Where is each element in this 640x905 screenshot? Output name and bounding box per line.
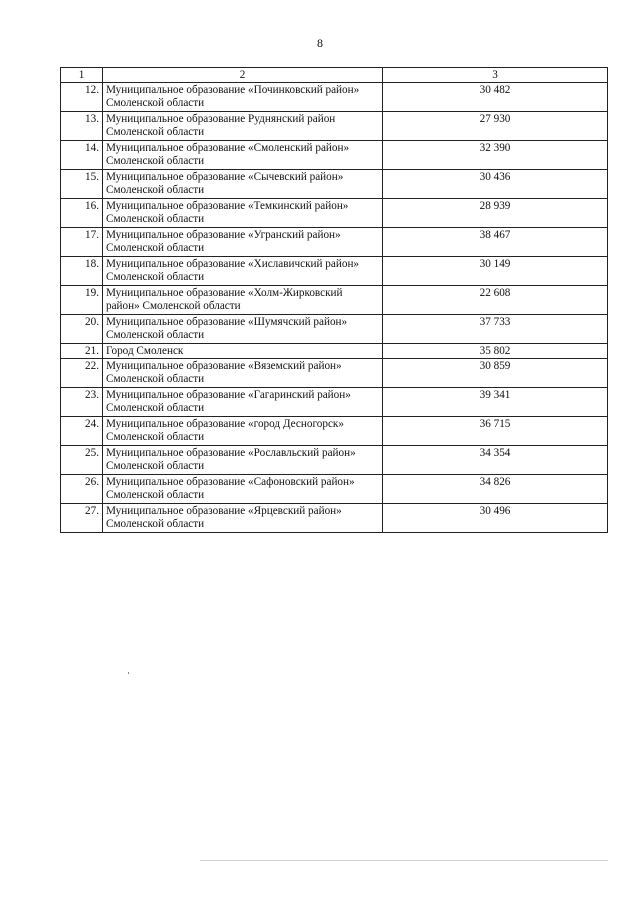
row-value: 32 390 — [383, 141, 608, 170]
row-value: 22 608 — [383, 286, 608, 315]
row-name: Муниципальное образование Руднянский район Смоленской области — [103, 112, 383, 141]
row-name: Муниципальное образование «Вяземский район» Смоленской области — [103, 359, 383, 388]
row-value: 39 341 — [383, 388, 608, 417]
table-row — [61, 112, 608, 141]
row-value: 30 436 — [383, 170, 608, 199]
table-row — [61, 286, 608, 315]
row-value: 30 149 — [383, 257, 608, 286]
row-name: Муниципальное образование «Сафоновский район» Смоленской области — [103, 475, 383, 504]
row-name: Муниципальное образование «Починковский район» Смоленской области — [103, 83, 383, 112]
row-number: 26. — [61, 475, 103, 504]
row-number: 22. — [61, 359, 103, 388]
row-number: 13. — [61, 112, 103, 141]
row-name: Муниципальное образование «Сычевский район» Смоленской области — [103, 170, 383, 199]
column-header-1: 1 — [61, 68, 103, 83]
row-value: 37 733 — [383, 315, 608, 344]
column-header-3: 3 — [383, 68, 608, 83]
row-number: 14. — [61, 141, 103, 170]
row-name: Муниципальное образование «Ярцевский район» Смоленской области — [103, 504, 383, 533]
row-number: 15. — [61, 170, 103, 199]
table-row — [61, 315, 608, 344]
table-row — [61, 417, 608, 446]
table-row — [61, 359, 608, 388]
row-number: 25. — [61, 446, 103, 475]
row-number: 18. — [61, 257, 103, 286]
data-table — [60, 67, 608, 533]
table-row — [61, 170, 608, 199]
row-name: Муниципальное образование «Хиславичский район» Смоленской области — [103, 257, 383, 286]
scan-speck — [128, 672, 129, 674]
row-name: Муниципальное образование «Темкинский район» Смоленской области — [103, 199, 383, 228]
row-value: 38 467 — [383, 228, 608, 257]
table-header-row — [61, 68, 608, 83]
table-row — [61, 475, 608, 504]
table-row — [61, 446, 608, 475]
row-name: Муниципальное образование «Холм-Жирковский район» Смоленской области — [103, 286, 383, 315]
page-number: 8 — [317, 36, 323, 50]
table-row — [61, 83, 608, 112]
row-number: 12. — [61, 83, 103, 112]
row-number: 23. — [61, 388, 103, 417]
table-row — [61, 257, 608, 286]
row-value: 35 802 — [383, 344, 608, 359]
column-header-2: 2 — [103, 68, 383, 83]
row-number: 16. — [61, 199, 103, 228]
table-row — [61, 228, 608, 257]
row-value: 30 496 — [383, 504, 608, 533]
row-value: 27 930 — [383, 112, 608, 141]
row-number: 19. — [61, 286, 103, 315]
row-number: 24. — [61, 417, 103, 446]
row-number: 27. — [61, 504, 103, 533]
row-value: 30 859 — [383, 359, 608, 388]
row-name: Муниципальное образование «Смоленский район» Смоленской области — [103, 141, 383, 170]
row-name: Муниципальное образование «Шумячский район» Смоленской области — [103, 315, 383, 344]
row-name: Муниципальное образование «Угранский район» Смоленской области — [103, 228, 383, 257]
row-name: Муниципальное образование «город Десногорск» Смоленской области — [103, 417, 383, 446]
table-row — [61, 141, 608, 170]
row-value: 28 939 — [383, 199, 608, 228]
row-value: 34 826 — [383, 475, 608, 504]
table-row — [61, 388, 608, 417]
row-value: 34 354 — [383, 446, 608, 475]
table-row — [61, 344, 608, 359]
footer-rule — [200, 860, 608, 861]
row-name: Город Смоленск — [103, 344, 383, 359]
table-row — [61, 504, 608, 533]
row-number: 21. — [61, 344, 103, 359]
row-number: 17. — [61, 228, 103, 257]
table-row — [61, 199, 608, 228]
row-name: Муниципальное образование «Гагаринский район» Смоленской области — [103, 388, 383, 417]
row-value: 30 482 — [383, 83, 608, 112]
row-value: 36 715 — [383, 417, 608, 446]
row-number: 20. — [61, 315, 103, 344]
row-name: Муниципальное образование «Рославльский район» Смоленской области — [103, 446, 383, 475]
